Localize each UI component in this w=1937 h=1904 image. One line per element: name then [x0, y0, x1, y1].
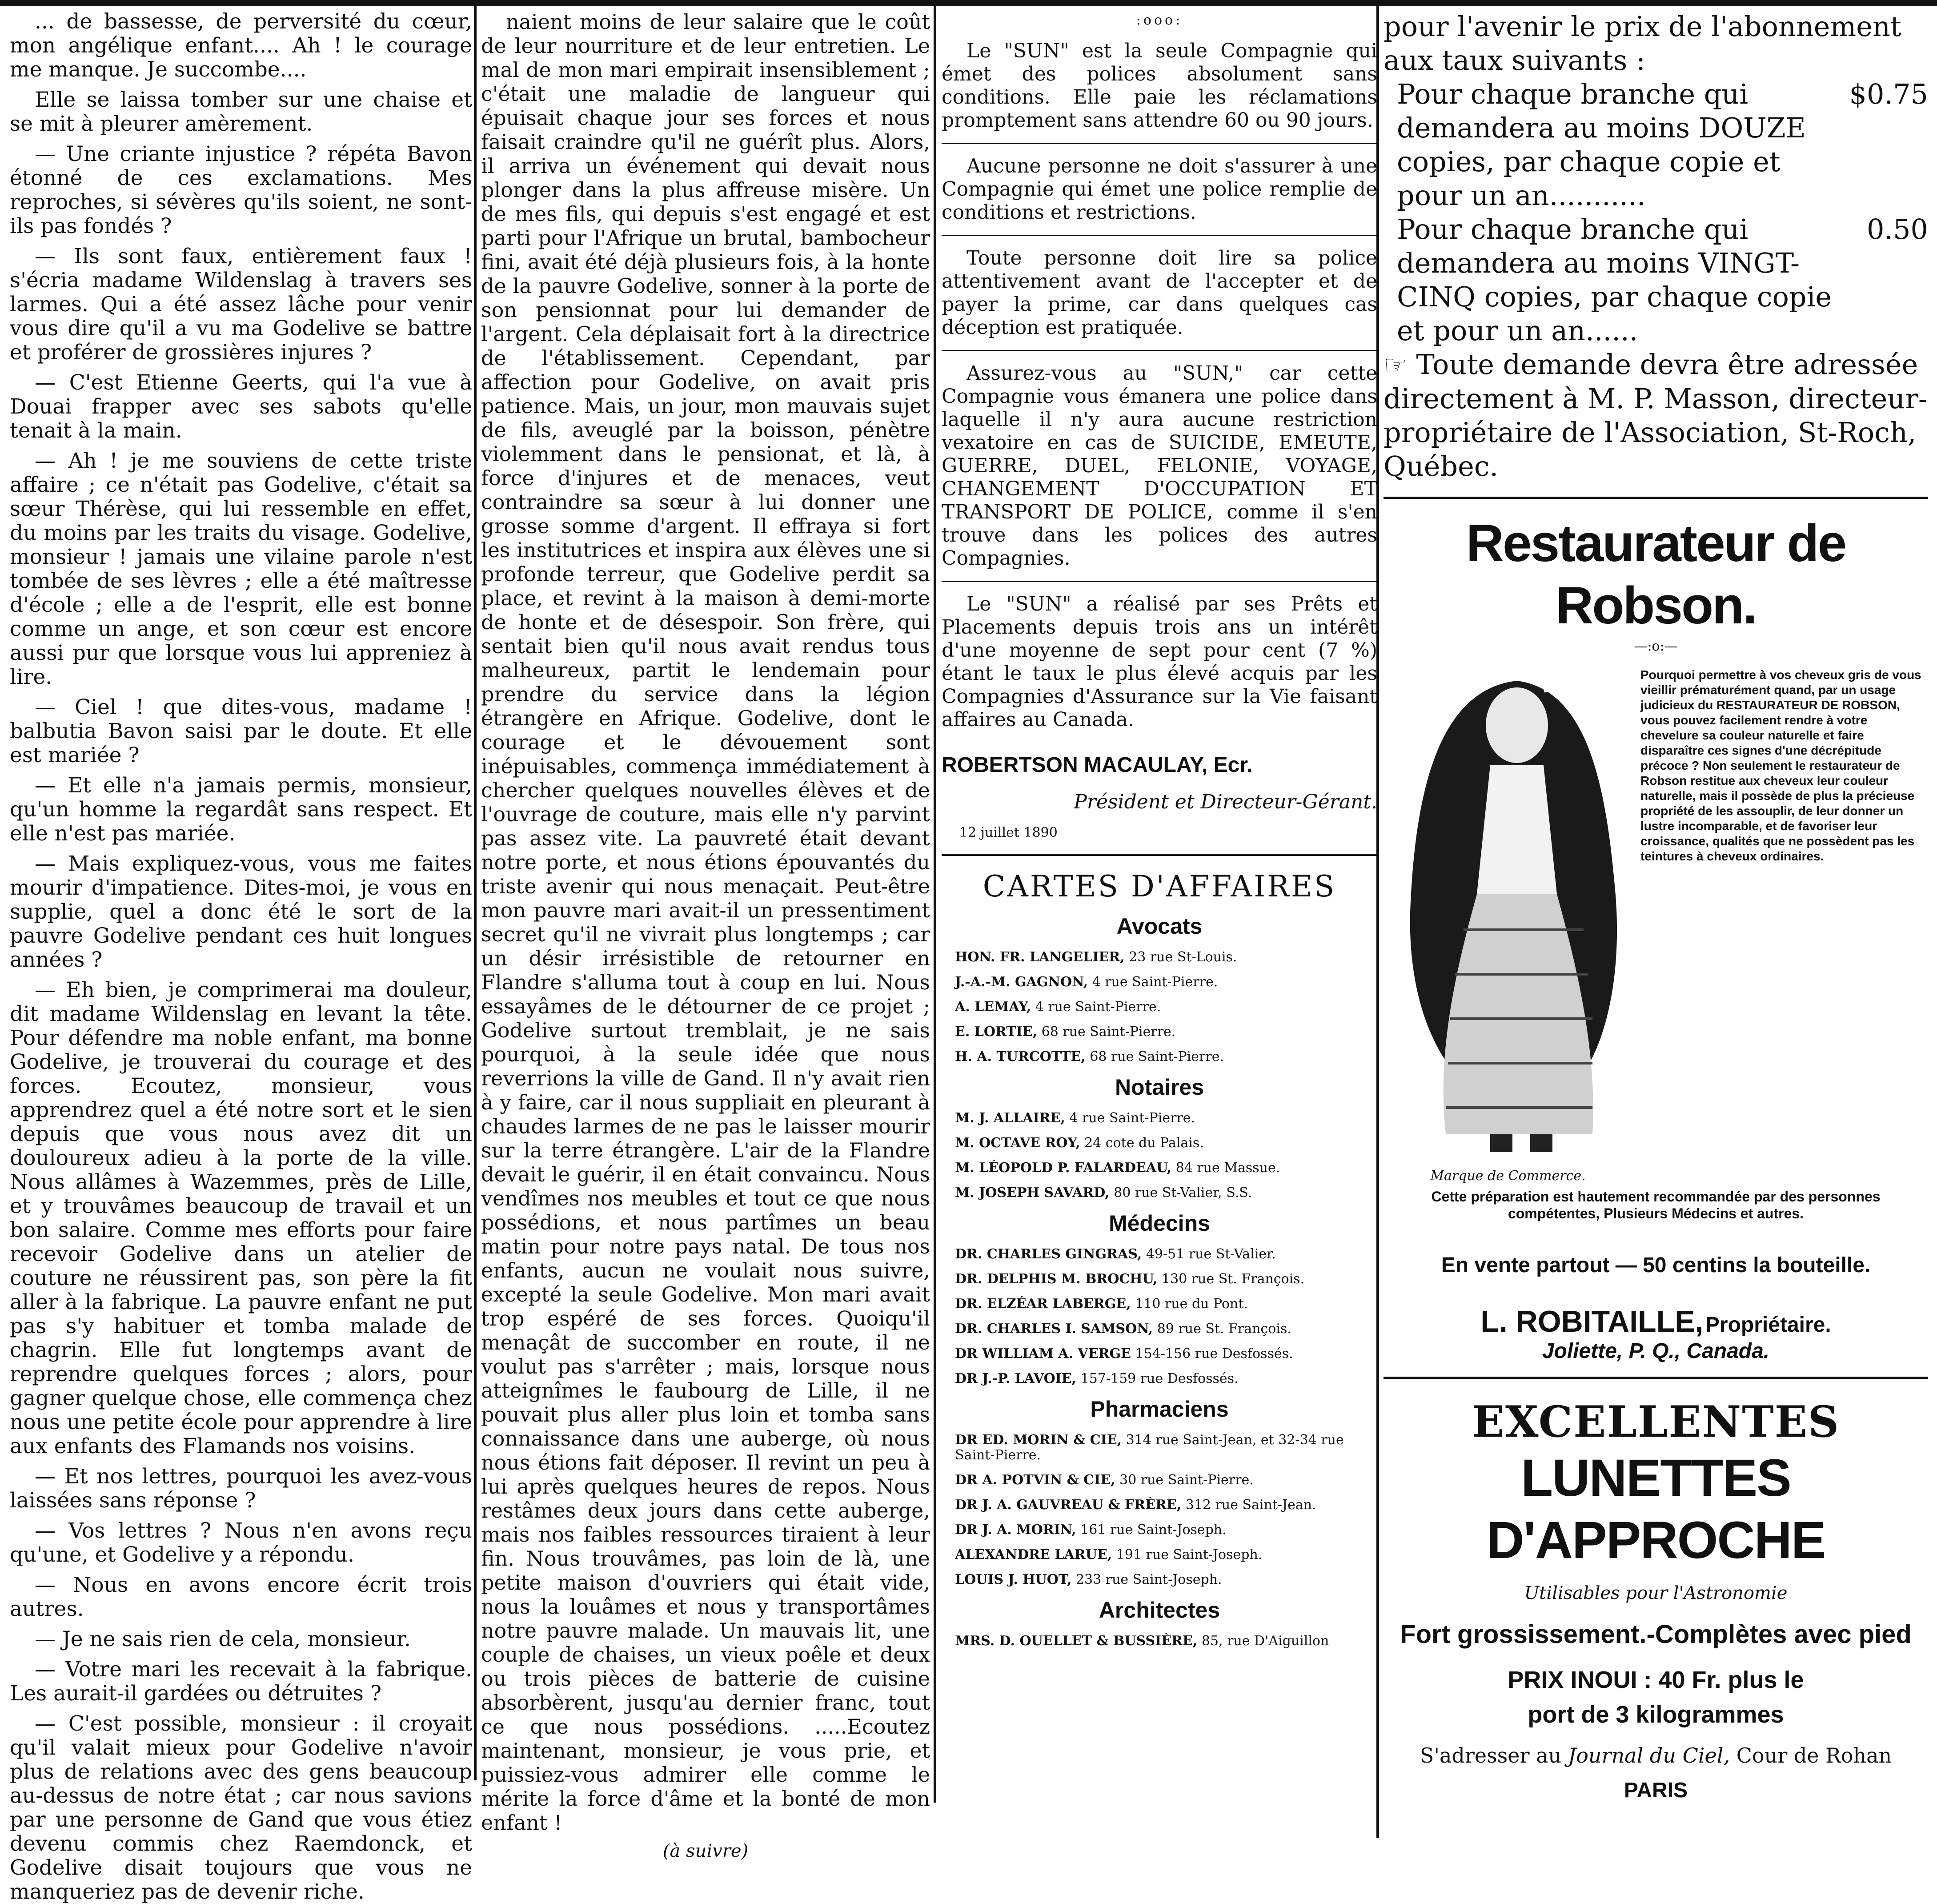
- business-card-entry: [955, 1111, 1377, 1126]
- card-name: DR A. POTVIN & CIE,: [955, 1472, 1115, 1488]
- business-card-entry: [955, 1024, 1377, 1040]
- business-card-entry: [955, 1272, 1377, 1287]
- story-paragraph: — Votre mari les recevait à la fabrique. Les aurait-il gardées ou détruites ?: [10, 1657, 472, 1706]
- business-card-entry: [955, 1634, 1377, 1649]
- robson-ad-body: [1384, 663, 1928, 1188]
- business-card-entry: [955, 1522, 1377, 1538]
- card-name: M. JOSEPH SAVARD,: [955, 1185, 1110, 1201]
- card-name: E. LORTIE,: [955, 1024, 1038, 1040]
- card-address: 68 rue Saint-Pierre.: [1090, 1049, 1224, 1064]
- robson-proprietor: [1384, 1304, 1928, 1363]
- story-paragraph: — Je ne sais rien de cela, monsieur.: [35, 1627, 411, 1651]
- card-name: DR ED. MORIN & CIE,: [955, 1432, 1122, 1448]
- business-card-entry: [955, 1049, 1377, 1064]
- sun-ad-paragraph: Toute personne doit lire sa police attentivement avant de l'accepter et de payer la prime, car dans quelques cas déception est pratiquée.: [942, 247, 1377, 339]
- card-address: 68 rue Saint-Pierre.: [1041, 1024, 1176, 1040]
- card-address: 89 rue St. François.: [1157, 1321, 1291, 1337]
- insurance-and-cards-column: [942, 10, 1377, 1842]
- story-paragraph: — Eh bien, je comprimerai ma douleur, dit madame Wildenslag en levant la tête. Pour défendre ma noble enfant, ma bonne Godelive, je trouverai du courage et des forces. Ecoutez, monsieur, vous apprendrez quel a été notre sort et le sien depuis que vous nous avez dit un douloureux adieu à la porte de la ville. Nous allâmes à Wazemmes, près de Lille, et y trouvâmes beaucoup de travail et un bon salaire. Comme mes efforts pour faire recevoir Godelive dans un atelier de couture ne réussirent pas, son père la fit aller à la fabrique. La pauvre enfant ne put pas s'y habituer et tomba malade de chagrin. Elle fut longtemps avant de reprendre quelques forces ; alors, pour gagner quelque chose, elle commença chez nous une petite école pour apprendre à lire aux enfants des Flamands nos voisins.: [10, 978, 472, 1458]
- story-paragraph: — Et elle n'a jamais permis, monsieur, qu'un homme la regardât sans respect. Et elle n'est pas mariée.: [10, 773, 472, 846]
- address-prefix: S'adresser au: [1420, 1743, 1562, 1767]
- card-name: A. LEMAY,: [955, 999, 1031, 1015]
- story-paragraph: ... de bassesse, de perversité du cœur, mon angélique enfant.... Ah ! le courage me manque. Je succombe....: [10, 9, 472, 82]
- story-column-2: [481, 10, 930, 1861]
- card-name: DR J. A. GAUVREAU & FRÈRE,: [955, 1497, 1182, 1513]
- rate-1-price: $0.75: [1849, 78, 1928, 110]
- telescope-ad-headline-2: LUNETTES D'APPROCHE: [1486, 1449, 1825, 1570]
- subscription-address: [1384, 348, 1928, 483]
- business-card-entry: [955, 1247, 1377, 1262]
- card-name: MRS. D. OUELLET & BUSSIÈRE,: [955, 1633, 1198, 1649]
- sun-ad-paragraph: Le "SUN" a réalisé par ses Prêts et Placements depuis trois ans un intérêt d'une moyenne de sept pour cent (7 %) étant le taux le plus élevé acquis par les Compagnies d'Assurance sur la Vie faisant affaires au Canada.: [942, 593, 1377, 731]
- top-rule: [0, 0, 1937, 6]
- cards-section-title: Pharmaciens: [1090, 1397, 1229, 1422]
- cards-section-title: Notaires: [1115, 1075, 1204, 1100]
- card-name: ALEXANDRE LARUE,: [955, 1547, 1112, 1563]
- signer-name: ROBERTSON MACAULAY, Ecr.: [942, 753, 1253, 777]
- card-address: 157-159 rue Desfossés.: [1080, 1371, 1239, 1386]
- card-name: DR J. A. MORIN,: [955, 1522, 1076, 1538]
- card-address: 4 rue Saint-Pierre.: [1035, 999, 1161, 1015]
- business-card-entry: [955, 950, 1377, 965]
- journal-name: Journal du Ciel,: [1568, 1743, 1730, 1767]
- signer-title: Président et Directeur-Gérant.: [1074, 791, 1377, 813]
- column-divider: [934, 6, 936, 1803]
- column-divider: [474, 6, 477, 1780]
- card-address: 24 cote du Palais.: [1084, 1135, 1204, 1151]
- card-name: H. A. TURCOTTE,: [955, 1049, 1086, 1064]
- card-name: DR. CHARLES I. SAMSON,: [955, 1321, 1153, 1337]
- proprietor-address: Joliette, P. Q., Canada.: [1542, 1339, 1770, 1363]
- subscription-rate-1: [1384, 77, 1928, 213]
- proprietor-role: Propriétaire.: [1705, 1313, 1831, 1337]
- story-paragraph: naient moins de leur salaire que le coût de leur nourriture et de leur entretien. Le mal de mon mari empirait insensiblement ; c'était une maladie de langueur qui épuisait chaque jour ses forces et nous faisait craindre qu'il ne guérît plus. Alors, il arriva un événement qui devait nous plonger dans la plus affreuse misère. Un de mes fils, qui depuis s'est engagé et est parti pour l'Afrique un brutal, bambocheur fini, avait été déjà plusieurs fois, à la honte de la pauvre Godelive, sonner à la porte de son pensionnat pour lui demander de l'argent. Cela déplaisait fort à la directrice de l'établissement. Cependant, par affection pour Godelive, on avait pris patience. Mais, un jour, mon mauvais sujet de fils, aveuglé par la boisson, pénètre violemment dans le pensionat, et là, à force d'injures et de menaces, veut contraindre sa sœur à lui donner une grosse somme d'argent. Il effraya si fort les institutrices et inspira aux élèves une si profonde terreur, que Godelive perdit sa place, et revint à la maison à demi-morte de honte et de désespoir. Son frère, qui sentait bien qu'il nous avait rendus tous malheureux, partit le lendemain pour prendre du service dans la légion étrangère en Afrique. Godelive, dont le courage et le dévouement sont inépuisables, commença immédiatement à chercher quelques nouvelles élèves et de l'ouvrage de couture, mais elle n'y parvint pas assez vite. La pauvreté était devant notre porte, et nous étions épouvantés du triste avenir qui nous menaçait. Peut-être mon pauvre mari avait-il un pressentiment secret qu'il ne vivrait plus longtemps ; car un désir irrésistible de retourner en Flandre s'alluma tout à coup en lui. Nous essayâmes de le détourner de ce projet ; Godelive surtout tremblait, je ne sais pourquoi, à la seule idée que nous reverrions la ville de Gand. Il n'y avait rien à y faire, car il nous suppliait en pleurant à chaudes larmes de ne pas le laisser mourir sur la terre étrangère. L'air de la Flandre devait le guérir, il en était convaincu. Nous vendîmes nos meubles et tout ce que nous possédions, et nous partîmes un beau matin pour notre pays natal. De tous nos enfants, aucun ne voulait nous suivre, excepté la seule Godelive. Mon mari avait trop espéré de ses forces. Quoiqu'il menaçât de succomber en route, il ne voulut pas s'arrêter ; mais, lorsque nous atteignîmes le faubourg de Lille, il ne pouvait plus aller plus loin et tomba sans connaissance dans une auberge, où nous nous étions fait déposer. Il revint un peu à lui après quelques heures de repos. Nous restâmes deux jours dans cette auberge, mais nos faibles ressources tiraient à leur fin. Nous trouvâmes, pas loin de là, une petite maison d'ouvriers qui était vide, nous la louâmes et nous y transportâmes notre pauvre malade. Un mauvais lit, une couple de chaises, un vieux poêle et deux ou trois pièces de batterie de cuisine absorbèrent, jusqu'au dernier franc, tout ce que nous possédions. .....Ecoutez maintenant, monsieur, je vous prie, et puissiez-vous admirer elle comme le mérite la force d'âme et la bonté de mon enfant !: [481, 10, 930, 1835]
- robson-ad-title: Restaurateur de Robson.: [1466, 514, 1846, 635]
- business-cards-title: CARTES D'AFFAIRES: [983, 869, 1336, 904]
- card-name: HON. FR. LANGELIER,: [955, 949, 1125, 965]
- cards-section-title: Architectes: [1099, 1598, 1220, 1623]
- divider: [942, 235, 1377, 236]
- business-card-entry: [955, 1547, 1377, 1563]
- ad-date: 12 juillet 1890: [959, 825, 1058, 840]
- card-name: M. J. ALLAIRE,: [955, 1110, 1065, 1126]
- divider: [1384, 1377, 1928, 1379]
- card-name: M. LÉOPOLD P. FALARDEAU,: [955, 1160, 1172, 1176]
- business-card-entry: [955, 1136, 1377, 1151]
- business-card-entry: [955, 975, 1377, 990]
- story-paragraph: Elle se laissa tomber sur une chaise et se mit à pleurer amèrement.: [10, 88, 472, 136]
- business-card-entry: [955, 1498, 1377, 1513]
- subscription-address-text: Toute demande devra être adressée directement à M. P. Masson, directeur-propriétaire de l'Association, St-Roch, Québec.: [1384, 348, 1928, 482]
- divider: [942, 854, 1377, 856]
- robson-recommendation: Cette préparation est hautement recommandée par des personnes compétentes, Plusieurs Médecins et autres.: [1431, 1189, 1881, 1221]
- telescope-ad-features: Fort grossissement.-Complètes avec pied: [1400, 1620, 1912, 1649]
- card-address: 23 rue St-Louis.: [1129, 949, 1237, 965]
- cards-section-title: Médecins: [1109, 1211, 1210, 1236]
- robson-figure-wrap: [1384, 663, 1632, 1188]
- card-address: 314 rue Saint-Jean, et 32-34 rue Saint-Pierre.: [955, 1432, 1344, 1463]
- story-paragraph: — C'est Etienne Geerts, qui l'a vue à Douai frapper avec ses sabots qu'elle tenait à la main.: [10, 370, 472, 443]
- business-card-entry: [955, 1000, 1377, 1015]
- pointing-hand-icon: ☞: [1384, 349, 1408, 381]
- subscription-rate-2: [1384, 213, 1928, 348]
- card-name: DR. DELPHIS M. BROCHU,: [955, 1271, 1158, 1287]
- card-address: 110 rue du Pont.: [1135, 1296, 1248, 1312]
- card-address: 49-51 rue St-Valier.: [1146, 1246, 1276, 1262]
- telescope-ad-city: PARIS: [1624, 1779, 1688, 1802]
- business-cards-list: [942, 913, 1377, 1649]
- card-address: 85, rue D'Aiguillon: [1201, 1633, 1329, 1649]
- rate-2-price: 0.50: [1866, 213, 1928, 245]
- sun-ad-paragraph: Le "SUN" est la seule Compagnie qui émet des polices absolument sans conditions. Elle paie les réclamations promptement sans attendre 60 ou 90 jours.: [942, 40, 1377, 132]
- story-paragraph: — Et nos lettres, pourquoi les avez-vous laissées sans réponse ?: [10, 1464, 472, 1513]
- card-address: 161 rue Saint-Joseph.: [1080, 1522, 1227, 1538]
- story-paragraph: — Une criante injustice ? répéta Bavon étonné de ces exclamations. Mes reproches, si sévères qu'ils soient, ne sont-ils pas fondés ?: [10, 142, 472, 238]
- price-line-1: PRIX INOUI : 40 Fr. plus le: [1508, 1667, 1804, 1693]
- card-address: 191 rue Saint-Joseph.: [1116, 1547, 1263, 1563]
- sun-ad-paragraph: Assurez-vous au "SUN," car cette Compagnie vous émanera une police dans laquelle il n'y aura aucune restriction vexatoire en cas de SUICIDE, EMEUTE, GUERRE, DUEL, FELONIE, VOYAGE, CHANGEMENT D'OCCUPATION ET TRANSPORT DE POLICE, comme il s'en trouve dans les polices des autres Compagnies.: [942, 362, 1377, 570]
- ornament-separator: :ooo:: [1136, 12, 1183, 28]
- card-name: DR. CHARLES GINGRAS,: [955, 1246, 1142, 1262]
- card-address: 4 rue Saint-Pierre.: [1069, 1110, 1195, 1126]
- divider: [942, 350, 1377, 351]
- story-paragraph: — Ah ! je me souviens de cette triste affaire ; ce n'était pas Godelive, c'était sa sœur Thérèse, qui lui ressemble en effet, du moins par les traits du visage. Godelive, monsieur ! jamais une vilaine parole n'est tombée de ses lèvres ; elle a été maîtresse d'école ; elle a de l'esprit, elle est bonne comme un ange, et son cœur est encore aussi pur que lorsque vous lui appreniez à lire.: [10, 449, 472, 689]
- business-card-entry: [955, 1185, 1377, 1201]
- telescope-ad-headline-1: EXCELLENTES: [1472, 1397, 1840, 1447]
- card-address: 233 rue Saint-Joseph.: [1075, 1572, 1222, 1587]
- telescope-ad-subtitle: Utilisables pour l'Astronomie: [1524, 1583, 1788, 1603]
- woman-with-long-hair-illustration: [1384, 663, 1632, 1170]
- to-be-continued: (à suivre): [662, 1841, 749, 1861]
- card-name: M. OCTAVE ROY,: [955, 1135, 1080, 1151]
- divider: [942, 581, 1377, 582]
- telescope-ad-address: [1384, 1743, 1928, 1767]
- story-paragraph: — Ils sont faux, entièrement faux ! s'écria madame Wildenslag à travers ses larmes. Qui a été assez lâche pour venir vous dire qu'il a vu ma Godelive se battre et proférer de grossières injures ?: [10, 244, 472, 365]
- card-name: DR. ELZÉAR LABERGE,: [955, 1296, 1131, 1312]
- business-card-entry: [955, 1473, 1377, 1488]
- card-address: 130 rue St. François.: [1162, 1271, 1305, 1287]
- business-card-entry: [955, 1371, 1377, 1386]
- robson-price-line: En vente partout — 50 centins la bouteille.: [1441, 1253, 1871, 1277]
- business-card-entry: [955, 1297, 1377, 1312]
- price-line-2: port de 3 kilogrammes: [1528, 1701, 1784, 1728]
- card-address: 80 rue St-Valier, S.S.: [1114, 1185, 1252, 1201]
- card-address: 154-156 rue Desfossés.: [1135, 1346, 1293, 1362]
- subscription-intro: pour l'avenir le prix de l'abonnement aux taux suivants :: [1384, 10, 1901, 76]
- business-card-entry: [955, 1161, 1377, 1176]
- story-paragraph: — Nous en avons encore écrit trois autres.: [10, 1573, 472, 1621]
- robson-ad-text: Pourquoi permettre à vos cheveux gris de vous vieillir prématurément quand, par un usage judicieux du RESTAURATEUR DE ROBSON, vous pouvez facilement rendre à votre chevelure sa couleur naturelle et faire disparaître ces signes d'une décrépitude précoce ? Non seulement le restaurateur de Robson restitue aux cheveux leur couleur naturelle, mais il possède de plus la précieuse propriété de les assouplir, de leur donner un lustre incomparable, et de favoriser leur croissance, qualités que ne possèdent pas les teintures à cheveux ordinaires.: [1640, 668, 1921, 863]
- ads-column: [1384, 10, 1928, 1842]
- card-address: 30 rue Saint-Pierre.: [1119, 1472, 1254, 1488]
- trademark-caption: Marque de Commerce.: [1430, 1168, 1586, 1184]
- card-name: J.-A.-M. GAGNON,: [955, 974, 1088, 990]
- card-address: 312 rue Saint-Jean.: [1185, 1497, 1316, 1513]
- story-paragraph: — Mais expliquez-vous, vous me faites mourir d'impatience. Dites-moi, je vous en supplie, quel a donc été le sort de la pauvre Godelive pendant ces huit longues années ?: [10, 852, 472, 972]
- story-paragraph: — Ciel ! que dites-vous, madame ! balbutia Bavon saisi par le doute. Et elle est mariée ?: [10, 695, 472, 767]
- subscription-notice: [1384, 10, 1928, 483]
- rate-2-text: Pour chaque branche qui demandera au moins VINGT-CINQ copies, par chaque copie et pour un an......: [1397, 213, 1832, 347]
- cards-section-title: Avocats: [1116, 914, 1203, 939]
- business-card-entry: [955, 1322, 1377, 1337]
- proprietor-name: L. ROBITAILLE,: [1480, 1305, 1704, 1338]
- business-card-entry: [955, 1346, 1377, 1362]
- rate-1-text: Pour chaque branche qui demandera au moins DOUZE copies, par chaque copie et pour un an...........: [1397, 78, 1806, 212]
- card-address: 4 rue Saint-Pierre.: [1092, 974, 1218, 990]
- address-suffix: Cour de Rohan: [1736, 1743, 1892, 1767]
- story-paragraph: — Vos lettres ? Nous n'en avons reçu qu'une, et Godelive y a répondu.: [10, 1518, 472, 1567]
- card-name: DR J.-P. LAVOIE,: [955, 1371, 1077, 1386]
- telescope-ad-price: [1384, 1663, 1928, 1732]
- divider: [942, 143, 1377, 144]
- card-name: LOUIS J. HUOT,: [955, 1572, 1072, 1587]
- business-card-entry: [955, 1433, 1377, 1463]
- card-address: 84 rue Massue.: [1175, 1160, 1280, 1176]
- story-column-1: [10, 9, 472, 1904]
- story-paragraph: — C'est possible, monsieur : il croyait qu'il valait mieux pour Godelive n'avoir plus de relations avec des gens beaucoup au-dessus de notre état ; car nous savions par une personne de Gand que vous étiez devenu commis chez Raemdonck, et Godelive disait toujours que vous ne manqueriez pas de devenir riche.: [10, 1711, 472, 1904]
- sun-ad-paragraph: Aucune personne ne doit s'assurer à une Compagnie qui émet une police remplie de conditions et restrictions.: [942, 155, 1377, 224]
- divider: [1384, 497, 1928, 499]
- business-card-entry: [955, 1572, 1377, 1587]
- card-name: DR WILLIAM A. VERGE: [955, 1346, 1131, 1362]
- ornament-separator: —:o:—: [1634, 639, 1678, 654]
